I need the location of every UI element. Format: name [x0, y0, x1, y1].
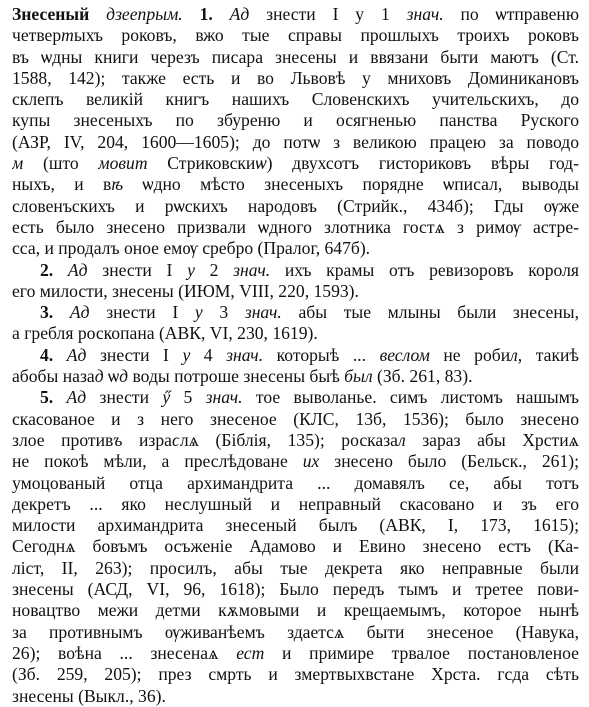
text-run: знесены (АСД, VI, 96, 1618); Было передъ тымъ и третее пови- — [12, 579, 579, 600]
text-run: 26); воѣна ... знесенаѧ — [12, 642, 237, 663]
text-run: а гребля роскопана (АВК, VI, 230, 1619). — [12, 323, 318, 344]
text-run: скасованое и з него знесеное (КЛС, 13б, 1536); было знесено — [12, 408, 579, 429]
sense-2 — [12, 260, 579, 303]
text-run: 3 — [202, 302, 245, 323]
text-run: л — [364, 366, 373, 387]
text-run: знести — [86, 387, 163, 408]
sense-number: 3. — [40, 302, 54, 323]
text-line — [12, 110, 579, 131]
text-run: Ад — [67, 259, 88, 280]
text-run: 2 — [194, 259, 234, 280]
text-run: Ад — [66, 344, 87, 365]
text-line — [12, 579, 579, 600]
text-run: изра — [122, 429, 172, 450]
sense-1 — [12, 25, 579, 259]
text-line — [12, 366, 579, 387]
text-line — [12, 68, 579, 89]
text-line — [12, 196, 579, 217]
text-run: Ад — [66, 387, 87, 408]
text-line — [12, 174, 579, 195]
text-run: сса, и продалъ оное емѹ сребро (Пралог, 647б). — [12, 238, 371, 259]
text-run: знести І у 1 — [249, 4, 407, 24]
sense-number: 2. — [40, 259, 54, 280]
text-line — [12, 622, 579, 643]
text-run: злое против — [12, 429, 114, 450]
text-run: у — [194, 302, 203, 323]
text-run: ѣ — [111, 174, 124, 195]
text-run: купы знесеныхъ по збуреню и осягненью панства Руского — [12, 110, 579, 131]
text-run: его милости, знесены (ИЮМ, VIII, 220, 1593). — [12, 280, 359, 301]
text-run: словенъскихъ и рѡскихъ народовъ (Стрийк., 434б); Гды ѹже — [12, 195, 579, 216]
text-line — [12, 217, 579, 238]
text-run: знести І — [89, 302, 195, 323]
sense-4 — [12, 345, 579, 388]
text-run: м — [12, 153, 24, 174]
text-run: знести І — [86, 344, 183, 365]
text-run: у — [182, 344, 191, 365]
text-run: (Зб. 259, 205); през смрть и змертвыхвстане Хрста. гсда сѣть — [12, 664, 579, 685]
text-run: (Зб. 261, 83). — [372, 366, 473, 387]
text-run: зараз абы Хрстиѧ — [405, 429, 579, 450]
text-run: за противнымъ ѹживанѣемъ здаетсѧ быти знесеное (Навука, — [12, 621, 579, 642]
text-run: милости архимандрита знесеный былъ (АВК, І, 173, 1615); — [12, 515, 579, 536]
text-line — [12, 25, 579, 46]
text-line — [12, 558, 579, 579]
text-line — [12, 451, 579, 472]
text-run: знач. — [233, 259, 271, 280]
text-run: ест — [236, 642, 265, 663]
sense-number: 4. — [40, 344, 54, 365]
text-line — [12, 473, 579, 494]
text-line — [12, 430, 579, 451]
text-run: д — [119, 366, 129, 387]
text-run: въ ѡдны книги черезъ писара знесены и ввязани быти маютъ (Ст. — [12, 46, 579, 67]
text-run: умоцованый отца архимандрита ... домавялъ се, абы тотъ — [12, 472, 579, 493]
text-run: 4 — [190, 344, 227, 365]
text-run: 5 — [170, 387, 206, 408]
text-run: абобы наза — [12, 366, 95, 387]
text-run: знач. — [226, 344, 264, 365]
text-run: знесены (Выкл., 36). — [12, 685, 166, 706]
text-run: т — [61, 25, 74, 46]
text-run: ихъ крамы отъ ревизоровъ короля — [270, 259, 579, 280]
text-run: знач. — [244, 302, 282, 323]
text-run: Ад — [229, 4, 250, 24]
text-run: знесено было (Бельск., 261); — [319, 451, 579, 472]
text-run: не роби — [429, 344, 511, 365]
text-line — [12, 600, 579, 621]
text-run: л — [397, 429, 406, 450]
text-line — [12, 494, 579, 515]
entry-part-of-speech: дзеепрым. — [106, 4, 183, 24]
sense-5 — [12, 387, 579, 706]
text-run: знести І — [87, 259, 188, 280]
sense-first-line — [12, 260, 579, 281]
text-line — [12, 238, 579, 259]
sense-number: 5. — [40, 387, 54, 408]
text-run: ъ — [113, 429, 123, 450]
sense-first-line — [12, 387, 579, 408]
text-run: воды потроше знесены быѣ — [128, 366, 345, 387]
text-run: бы — [344, 366, 365, 387]
text-line — [12, 281, 579, 302]
text-line — [12, 153, 579, 174]
text-line — [12, 132, 579, 153]
text-run: (што — [23, 153, 99, 174]
text-run: Ад — [69, 302, 90, 323]
sense-first-line — [12, 345, 579, 366]
text-run: ыхъ роковъ, вжо тые справы прошлыхъ троихъ роковъ — [73, 25, 579, 46]
text-line — [12, 409, 579, 430]
text-run: лѧ (Біблія, 135); росказа — [179, 429, 398, 450]
text-line — [12, 664, 579, 685]
text-run: д — [94, 366, 104, 387]
text-run: ϲ — [171, 429, 180, 450]
text-run: которыѣ ... — [263, 344, 380, 365]
text-run: ӳ — [162, 387, 171, 408]
sense-text — [230, 4, 579, 24]
text-run: л — [510, 344, 518, 365]
sense-first-line — [12, 302, 579, 323]
text-run: четвер — [12, 25, 62, 46]
text-run: по ѡтправеню — [443, 4, 579, 24]
text-run: Стриковски — [147, 153, 256, 174]
text-run: ныхъ, и в — [12, 174, 112, 195]
text-run: мовит — [98, 153, 148, 174]
text-run: , такиѣ — [517, 344, 579, 365]
sense-list — [12, 260, 579, 707]
text-line — [12, 89, 579, 110]
text-run: веслом — [379, 344, 430, 365]
text-run: (АЗР, IV, 204, 1600—1605); до потѡ з великою працею за поводо — [12, 131, 579, 152]
text-run: ) двухсотъ гисториковъ вѣры год- — [266, 153, 579, 174]
text-run: ліст, II, 263); просилъ, абы тые декрета яко неправные были — [12, 557, 579, 578]
sense-number: 1. — [199, 4, 213, 24]
text-run: не покоѣ мѣли, а преслѣдоване — [12, 451, 303, 472]
text-run: ѡ — [255, 153, 267, 174]
entry-headword: Знесеный — [12, 4, 90, 24]
text-run: 1588, 142); также есть и во Львовѣ у мниховъ Доминикановъ — [12, 67, 579, 88]
text-run: их — [302, 451, 320, 472]
text-line — [12, 686, 579, 707]
entry-header-line — [12, 4, 579, 25]
text-run: тое выволанье. симъ листомъ нашымъ — [242, 387, 579, 408]
text-line — [12, 643, 579, 664]
text-line — [12, 536, 579, 557]
text-run: знач. — [406, 4, 444, 24]
text-line — [12, 323, 579, 344]
text-run: и примире трвалое постановленое — [264, 642, 579, 663]
sense-3 — [12, 302, 579, 345]
text-run: Сегоднѧ бовъмъ осъженіе Адамово и Евино знесено естъ (Ка- — [12, 536, 579, 557]
text-run: абы тые млыны были знесены, — [281, 302, 579, 323]
text-run: знач. — [205, 387, 243, 408]
text-line — [12, 515, 579, 536]
text-run: ѡдно мѣсто знесеныхъ порядне ѡписал, выводы — [123, 174, 579, 195]
text-run: склепъ великій книгъ нашихъ Словенскихъ учительскихъ, до — [12, 89, 579, 110]
text-run: есть было знесено призвали ѡдного злотника гостѧ з римѹ астре- — [12, 216, 579, 237]
text-run: новацтво межи детми кѫмовыми и крещаемымъ, которое нынѣ — [12, 600, 579, 621]
text-run: у — [187, 259, 195, 280]
text-run: ѡ — [103, 366, 120, 387]
text-run: декретъ ... яко неслушный и неправный скасовано и зъ его — [12, 493, 579, 514]
text-line — [12, 47, 579, 68]
